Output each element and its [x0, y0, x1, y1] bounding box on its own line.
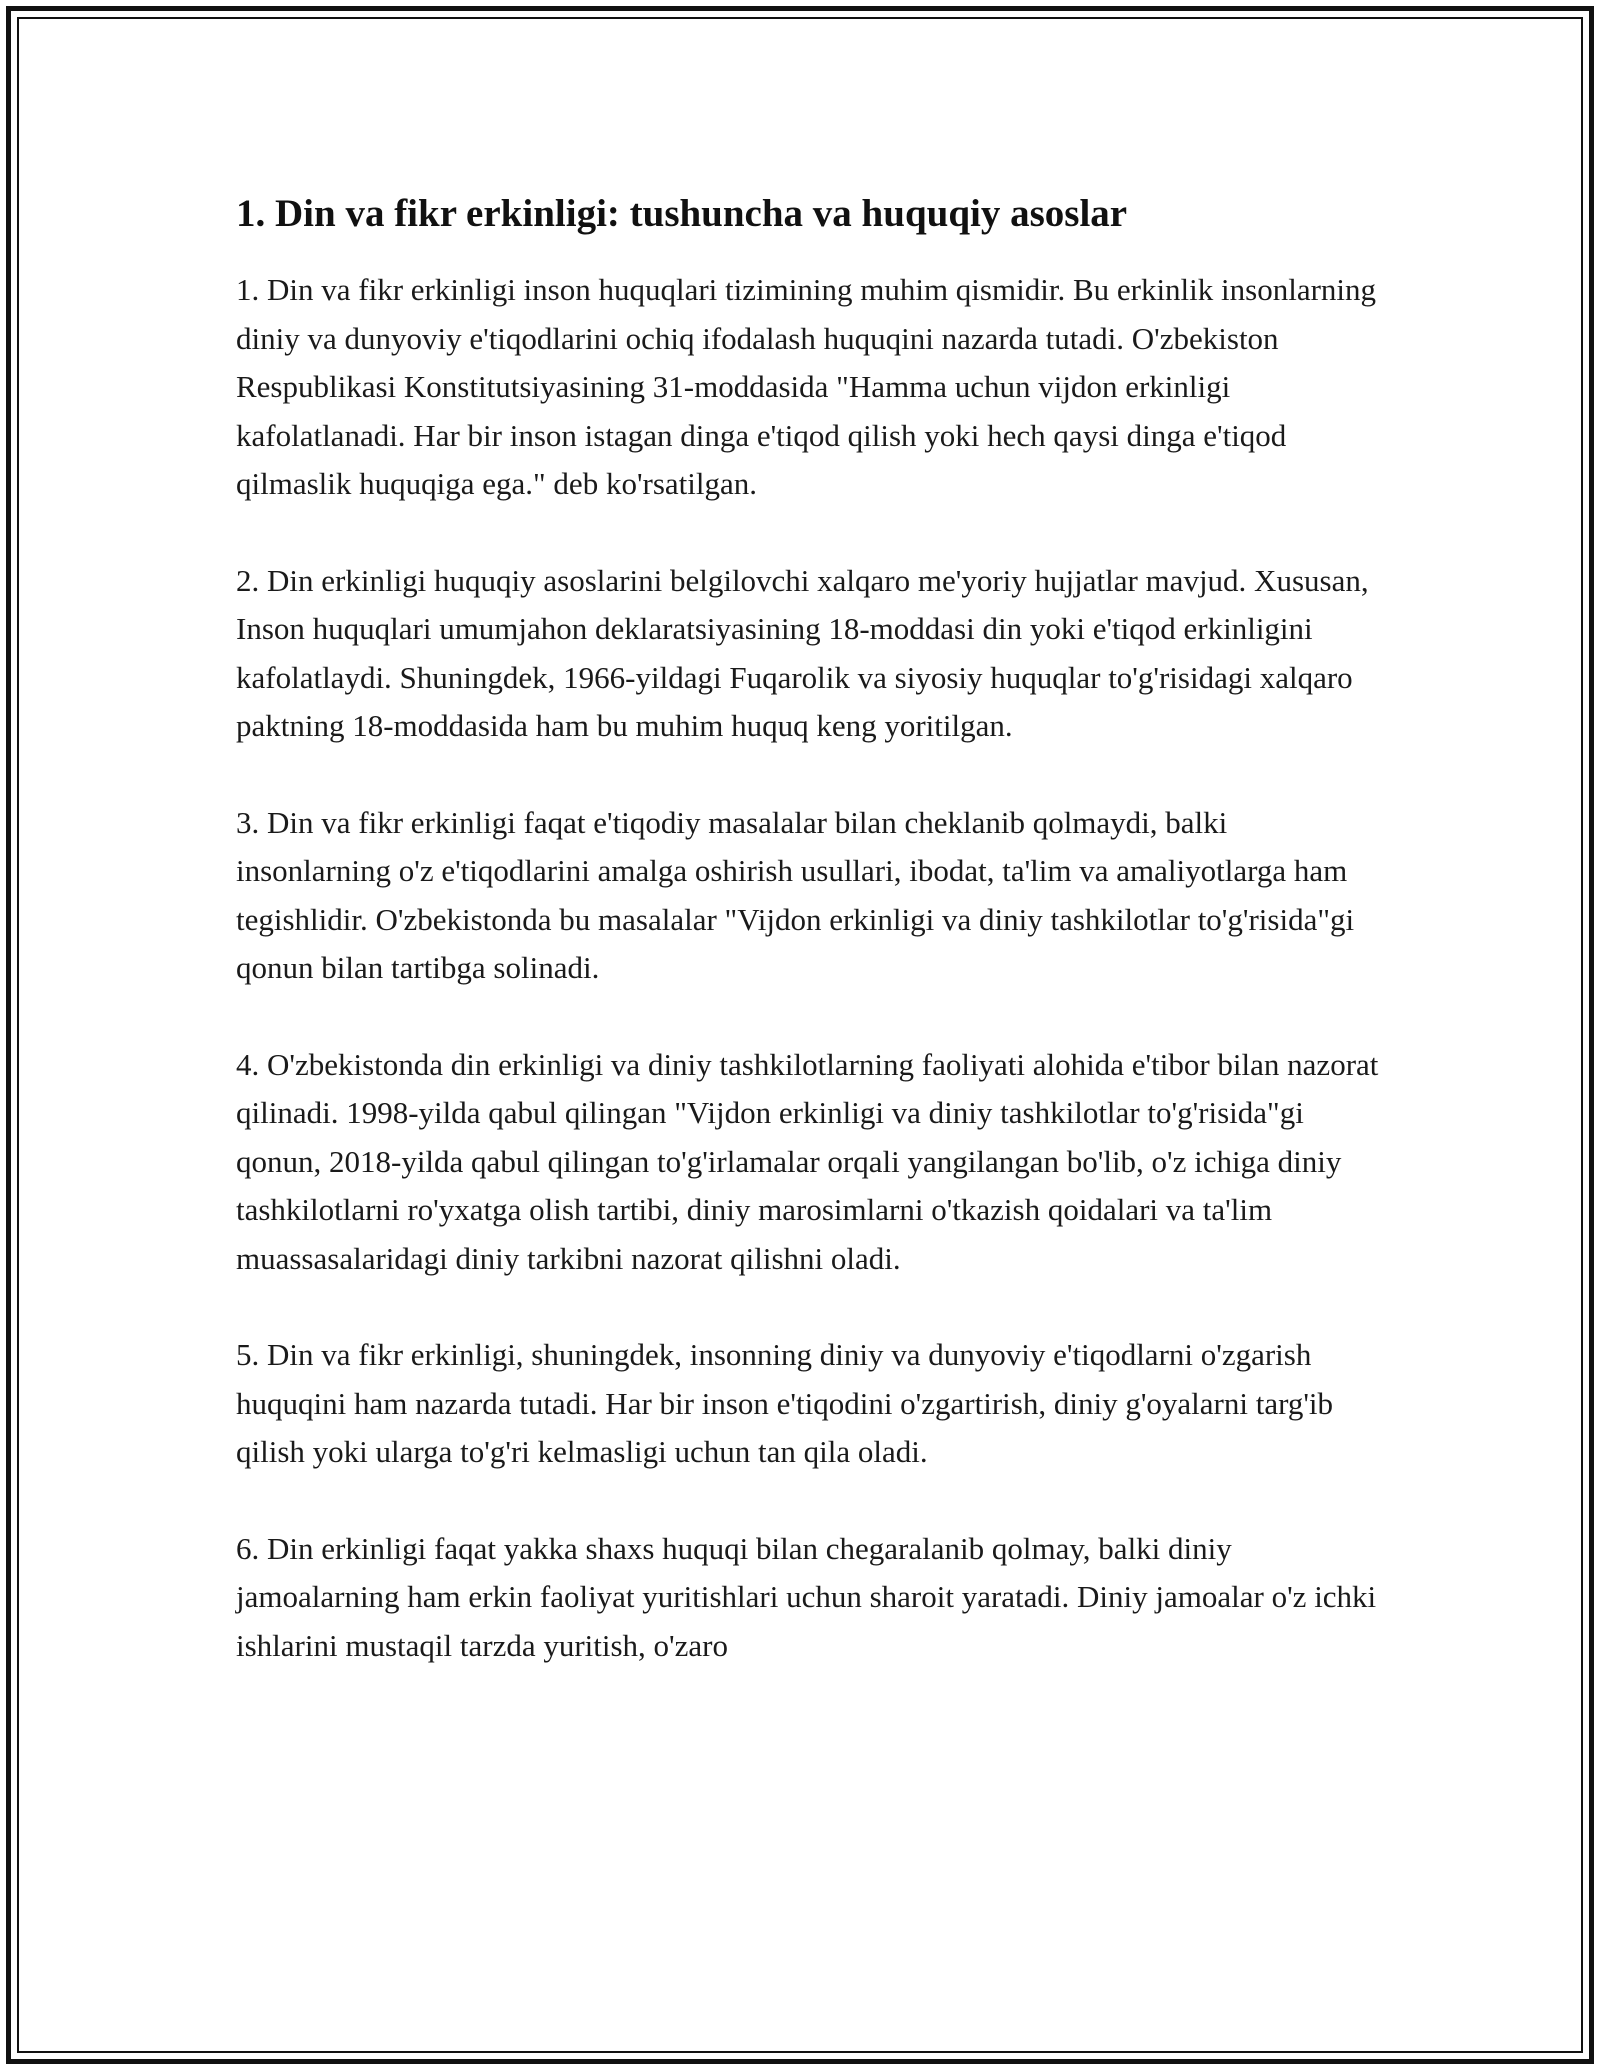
document-title: 1. Din va fikr erkinligi: tushuncha va huquqiy asoslar [236, 192, 1128, 235]
paragraph-2: 2. Din erkinligi huquqiy asoslarini belgilovchi xalqaro me'yoriy hujjatlar mavjud. Xususan, Inson huquqlari umumjahon deklaratsiyasining 18-moddasi din yoki e'tiqod erkinligini kafolatlaydi. Shuningdek, 1966-yildagi Fuqarolik va siyosiy huquqlar to'g'risidagi xalqaro paktning 18-moddasida ham bu muhim huquq keng yoritilgan. [236, 562, 1369, 743]
document-body [236, 188, 1386, 1718]
paragraph-6: 6. Din erkinligi faqat yakka shaxs huquqi bilan chegaralanib qolmay, balki diniy jamoalarning ham erkin faoliyat yuritishlari uchun sharoit yaratadi. Diniy jamoalar o'z ichki ishlarini mustaqil tarzda yuritish, o'zaro [236, 1530, 1377, 1663]
paragraph-5: 5. Din va fikr erkinligi, shuningdek, insonning diniy va dunyoviy e'tiqodlarni o'zgarish huquqini ham nazarda tutadi. Har bir inson e'tiqodini o'zgartirish, diniy g'oyalarni targ'ib qilish yoki ularga to'g'ri kelmasligi uchun tan qila oladi. [236, 1337, 1334, 1469]
paragraph-4: 4. O'zbekistonda din erkinligi va diniy tashkilotlarning faoliyati alohida e'tibor bilan nazorat qilinadi. 1998-yilda qabul qilingan "Vijdon erkinligi va diniy tashkilotlar to'g'risida"gi qonun, 2018-yilda qabul qilingan to'g'irlamalar orqali yangilangan bo'lib, o'z ichiga diniy tashkilotlarni ro'yxatga olish tartibi, diniy marosimlarni o'tkazish qoidalari va ta'lim muassasalaridagi diniy tarkibni nazorat qilishni oladi. [236, 1046, 1379, 1276]
paragraph-3: 3. Din va fikr erkinligi faqat e'tiqodiy masalalar bilan cheklanib qolmaydi, balki insonlarning o'z e'tiqodlarini amalga oshirish usullari, ibodat, ta'lim va amaliyotlarga ham tegishlidir. O'zbekistonda bu masalalar "Vijdon erkinligi va diniy tashkilotlar to'g'risida"gi qonun bilan tartibga solinadi. [236, 804, 1355, 985]
paragraph-1: 1. Din va fikr erkinligi inson huquqlari tizimining muhim qismidir. Bu erkinlik insonlarning diniy va dunyoviy e'tiqodlarini ochiq ifodalash huquqini nazarda tutadi. O'zbekiston Respublikasi Konstitutsiyasining 31-moddasida "Hamma uchun vijdon erkinligi kafolatlanadi. Har bir inson istagan dinga e'tiqod qilish yoki hech qaysi dinga e'tiqod qilmaslik huquqiga ega." deb ko'rsatilgan. [236, 272, 1377, 501]
